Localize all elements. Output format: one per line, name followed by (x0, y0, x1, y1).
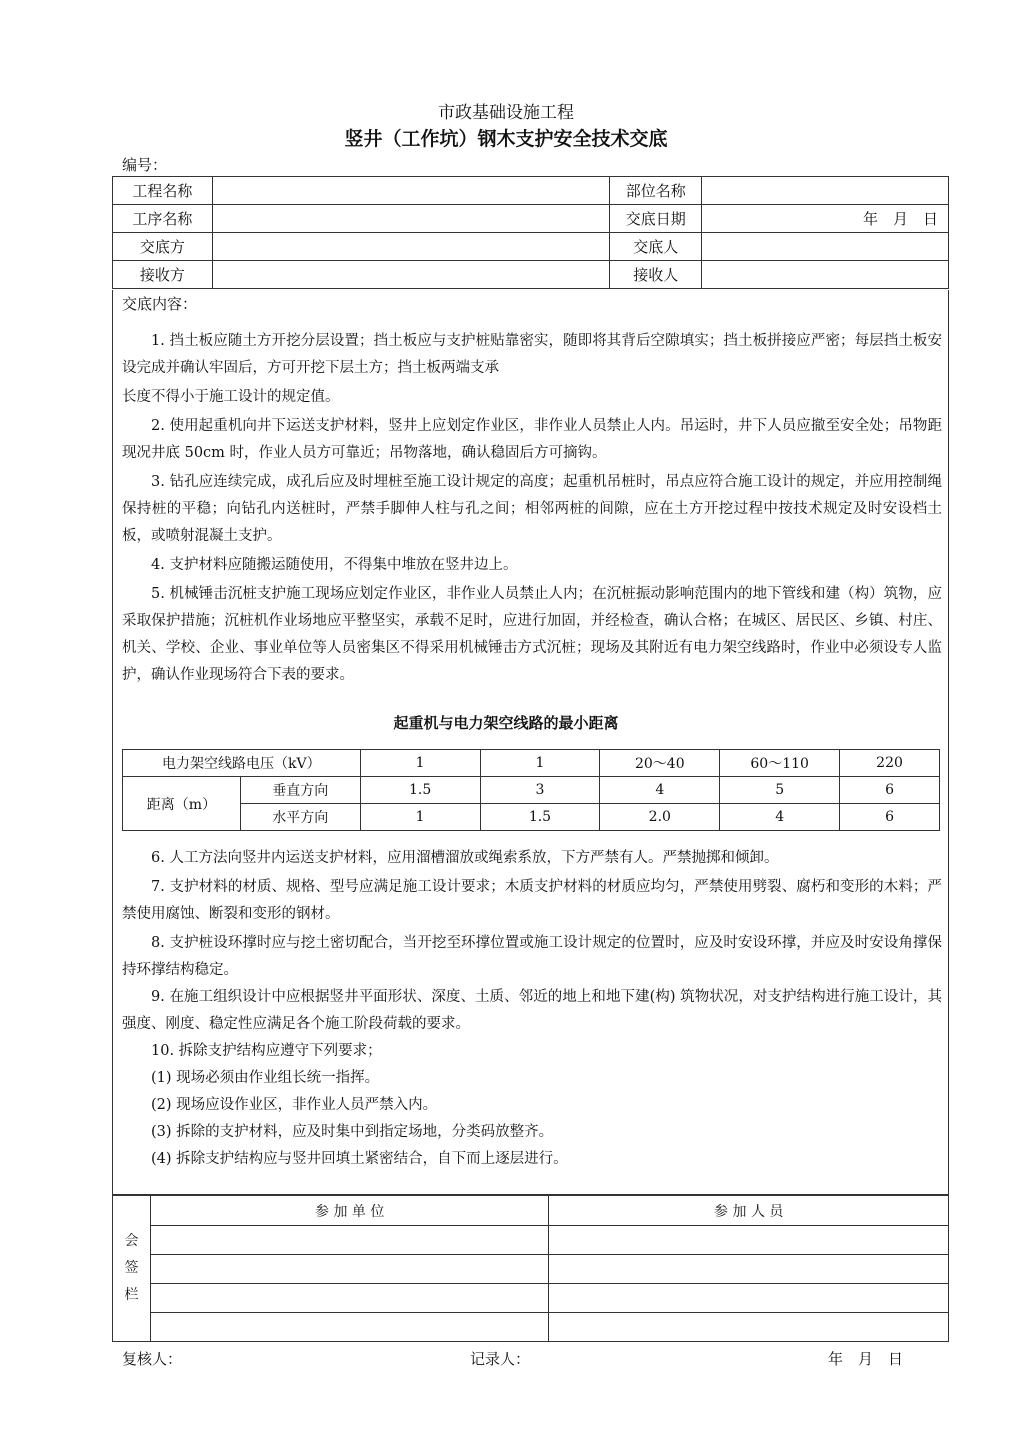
voltage-label: 电力架空线路电压（kV） (123, 750, 361, 777)
vertical-cell: 6 (840, 777, 940, 804)
clause-8: 8. 支护桩设环撑时应与挖土密切配合，当开挖至环撑位置或施工设计规定的位置时，应及时安设环撑，并应及时安设角撑保持环撑结构稳定。 (122, 935, 942, 978)
horizontal-row (123, 804, 940, 831)
signoff-row (113, 1255, 949, 1284)
info-value-cell[interactable] (702, 261, 949, 289)
content-lower (122, 845, 942, 1173)
clause-9: 9. 在施工组织设计中应根据竖井平面形状、深度、土质、邻近的地上和地下建(构) 筑物状况，对支护结构进行施工设计，其强度、刚度、稳定性应满足各个施工阶段荷载的要求。 (122, 989, 942, 1032)
info-value-cell[interactable] (702, 233, 949, 261)
horizontal-cell: 6 (840, 804, 940, 831)
info-value-cell[interactable] (212, 205, 609, 233)
info-value-cell[interactable] (212, 177, 609, 205)
clause-10-2: (2) 现场应设作业区，非作业人员严禁入内。 (151, 1097, 438, 1113)
signoff-row (113, 1226, 949, 1255)
person-cell[interactable] (549, 1313, 949, 1342)
unit-header: 参 加 单 位 (150, 1196, 549, 1226)
clause-7: 7. 支护材料的材质、规格、型号应满足施工设计要求；木质支护材料的材质应均匀，严禁使用劈裂、腐朽和变形的木料；严禁使用腐蚀、断裂和变形的钢材。 (122, 879, 942, 922)
vertical-cell: 4 (600, 777, 720, 804)
signoff-side-label (113, 1196, 151, 1342)
reviewer-label: 复核人： (122, 1350, 183, 1368)
info-label: 接收人 (610, 261, 702, 289)
voltage-cell: 1 (360, 750, 480, 777)
voltage-cell: 1 (480, 750, 600, 777)
info-label: 交底方 (113, 233, 213, 261)
info-row (113, 205, 949, 233)
horizontal-cell: 2.0 (600, 804, 720, 831)
info-row (113, 177, 949, 205)
clause-3: 3. 钻孔应连续完成，成孔后应及时埋桩至施工设计规定的高度；起重机吊桩时，吊点应符合施工设计的规定，并应用控制绳保持桩的平稳；向钻孔内送桩时，严禁手脚伸人柱与孔之间；相邻两桩的间隙，应在土方开挖过程中按技术规定及时安设档土板，或喷射混凝土支护。 (122, 474, 942, 544)
content-upper (122, 328, 942, 689)
voltage-cell: 220 (840, 750, 940, 777)
person-cell[interactable] (549, 1226, 949, 1255)
info-label: 交底日期 (610, 205, 702, 233)
person-cell[interactable] (549, 1284, 949, 1313)
signoff-header-row (113, 1196, 949, 1226)
number-label: 编号： (122, 156, 168, 174)
clause-10: 10. 拆除支护结构应遵守下列要求； (151, 1043, 382, 1059)
voltage-row (123, 750, 940, 777)
clause-5: 5. 机械锤击沉桩支护施工现场应划定作业区，非作业人员禁止人内；在沉桩振动影响范围内的地下管线和建（构）筑物，应采取保护措施；沉桩机作业场地应平整坚实，承载不足时，应进行加固，并经检查，确认合格；在城区、居民区、乡镇、村庄、机关、学校、企业、事业单位等人员密集区不得采用机械锤击方式沉桩；现场及其附近有电力架空线路时，作业中必须设专人监护，确认作业现场符合下表的要求。 (122, 586, 942, 683)
vertical-cell: 1.5 (360, 777, 480, 804)
unit-cell[interactable] (150, 1313, 549, 1342)
clause-6: 6. 人工方法向竖井内运送支护材料，应用溜槽溜放或绳索系放，下方严禁有人。严禁抛掷和倾卸。 (151, 850, 779, 866)
unit-cell[interactable] (150, 1255, 549, 1284)
distance-label: 距离（m） (123, 777, 241, 831)
person-cell[interactable] (549, 1255, 949, 1284)
voltage-cell: 20～40 (600, 750, 720, 777)
vertical-label: 垂直方向 (240, 777, 360, 804)
info-row (113, 261, 949, 289)
signoff-side-char: 会 (124, 1233, 139, 1249)
info-value-cell[interactable] (212, 233, 609, 261)
info-label: 接收方 (113, 261, 213, 289)
horizontal-cell: 1.5 (480, 804, 600, 831)
clause-10-3: (3) 拆除的支护材料，应及时集中到指定场地，分类码放整齐。 (151, 1124, 554, 1140)
signoff-side-char: 签 (124, 1260, 139, 1276)
info-label: 交底人 (610, 233, 702, 261)
signoff-row (113, 1313, 949, 1342)
clause-2: 2. 使用起重机向井下运送支护材料，竖井上应划定作业区，非作业人员禁止人内。吊运时，井下人员应撤至安全处；吊物距现况井底 50cm 时，作业人员方可靠近；吊物落地，确认稳固后方可摘钩。 (122, 418, 942, 461)
content-label: 交底内容： (122, 295, 198, 313)
info-value-cell[interactable] (212, 261, 609, 289)
info-label: 部位名称 (610, 177, 702, 205)
distance-table-title: 起重机与电力架空线路的最小距离 (393, 714, 619, 732)
clause-1-cont: 长度不得小于施工设计的规定值。 (122, 389, 340, 405)
signoff-side-char: 栏 (124, 1287, 139, 1303)
voltage-cell: 60～110 (720, 750, 840, 777)
vertical-cell: 3 (480, 777, 600, 804)
clause-4: 4. 支护材料应随搬运随使用，不得集中堆放在竖井边上。 (151, 557, 518, 573)
horizontal-cell: 1 (360, 804, 480, 831)
footer-date: 年 月 日 (828, 1350, 904, 1368)
signoff-row (113, 1284, 949, 1313)
clause-1: 1. 挡土板应随土方开挖分层设置；挡土板应与支护桩贴靠密实，随即将其背后空隙填实；挡土板拼接应严密；每层挡土板安设完成并确认牢固后，方可开挖下层土方；挡土板两端支承 (122, 333, 942, 376)
info-label: 工序名称 (113, 205, 213, 233)
clause-10-1: (1) 现场必须由作业组长统一指挥。 (151, 1070, 380, 1086)
document-title: 竖井（工作坑）钢木支护安全技术交底 (344, 128, 668, 150)
info-value-cell[interactable] (702, 177, 949, 205)
vertical-row (123, 777, 940, 804)
info-table (112, 176, 949, 289)
unit-cell[interactable] (150, 1226, 549, 1255)
signoff-table (112, 1195, 949, 1342)
horizontal-cell: 4 (720, 804, 840, 831)
vertical-cell: 5 (720, 777, 840, 804)
unit-cell[interactable] (150, 1284, 549, 1313)
recorder-label: 记录人： (470, 1350, 531, 1368)
person-header: 参 加 人 员 (549, 1196, 949, 1226)
horizontal-label: 水平方向 (240, 804, 360, 831)
distance-table (122, 749, 940, 831)
info-label: 工程名称 (113, 177, 213, 205)
document-subtitle: 市政基础设施工程 (438, 103, 574, 123)
date-value-cell[interactable]: 年 月 日 (702, 205, 949, 233)
info-row (113, 233, 949, 261)
clause-10-4: (4) 拆除支护结构应与竖井回填土紧密结合，自下而上逐层进行。 (151, 1151, 568, 1167)
